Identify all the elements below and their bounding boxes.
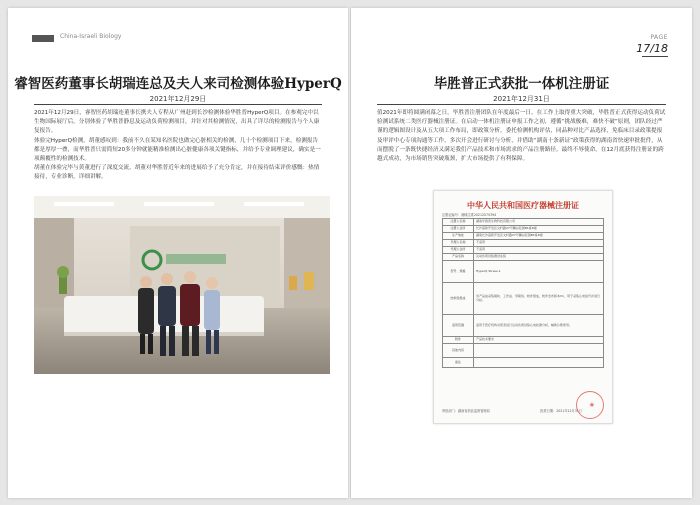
right-page xyxy=(351,8,692,498)
certificate-title: 中华人民共和国医疗器械注册证 xyxy=(467,200,579,210)
certificate-issuer: 审批部门：湖南省药品监督管理局 xyxy=(442,409,490,413)
certificate-row-label: 结构及组成 xyxy=(443,283,474,315)
certificate-row-value: 不适用 xyxy=(474,247,604,254)
registration-certificate xyxy=(433,190,613,424)
certificate-row-value: 长沙高新开发区文轩路27号麓谷钰园B1栋8楼 xyxy=(474,226,604,233)
page-number-underline xyxy=(642,56,668,57)
title-divider xyxy=(377,104,666,105)
certificate-row xyxy=(443,315,604,337)
certificate-row xyxy=(443,219,604,226)
title-divider xyxy=(34,104,322,105)
certificate-row xyxy=(443,226,604,233)
certificate-row-label: 备注 xyxy=(443,358,474,368)
certificate-row xyxy=(443,247,604,254)
certificate-row-label: 代理人名称 xyxy=(443,240,474,247)
certificate-row xyxy=(443,337,604,344)
paragraph: 胡董在体验完毕与黄董进行了深度交流，胡董对华胜普近年来的进展给予了充分肯定，并在接待结束评价感慨：热情接待，专业诊断，详细讲解。 xyxy=(34,165,320,181)
certificate-row-value: 适用于医疗机构对患者进行运动负荷试验心电检测分析，辅助诊断使用。 xyxy=(474,315,604,337)
header-bar xyxy=(32,35,54,42)
certificate-row-label: 适用范围 xyxy=(443,315,474,337)
certificate-row-label: 注册人名称 xyxy=(443,219,474,226)
certificate-row xyxy=(443,240,604,247)
group-photo xyxy=(34,196,330,374)
certificate-row-label: 代理人住所 xyxy=(443,247,474,254)
article-body xyxy=(377,109,666,164)
page-label: PAGE xyxy=(650,34,668,41)
certificate-row xyxy=(443,283,604,315)
certificate-date: 批准日期：2021年12月31日 xyxy=(540,409,582,413)
left-page xyxy=(8,8,348,498)
paragraph: 值2021年即将圆满闭幕之日，毕胜普注册团队在年度最后一日，在工作上取得重大突破，毕胜普正式获得运动负荷试验测试系统二类医疗器械注册证。在启动一体机注册证申报工作之初，遵循“挑战极难，难快不破”原则，团队经过严谨的逻辑图设计及从五大项工作布局，即政策分析，委托检测机构评估，同品种对比产品选择，免临床目录政策提报及审评中心专项沟通等工作，多次开会进行研讨与分析，并借助“湖南十条新证”政策获得的湖南省快速审批批件，从而摆脱了一条既快捷经济又满足我们产品技术和市场需求的产品注册路径。最终不辱使命，在12月底获得注册证的跨越式成功，为市场销售突破瓶颈，扩大市场提供了有利保障。 xyxy=(377,110,666,163)
certificate-table xyxy=(442,218,604,368)
certificate-row-value xyxy=(474,358,604,368)
certificate-row xyxy=(443,344,604,358)
certificate-row-value: 湖南毕胜普生物科技有限公司 xyxy=(474,219,604,226)
certificate-row-label: 型号、规格 xyxy=(443,261,474,283)
page-number: 17/18 xyxy=(636,42,668,55)
certificate-row xyxy=(443,358,604,368)
article-date: 2021年12月31日 xyxy=(493,95,550,103)
paragraph: 体验完HyperQ检测，胡董感叹到：我前不久在某知名医院也做完心脏相关的检测，几十个检测项目下来，检测报告都是厚厚一叠，而华胜普只需简短20多分钟就能精准检测出心脏健康各项关键指标，并给予专业调理建议，确实是一项颠覆性的检测技术。 xyxy=(34,137,321,163)
certificate-row-value: 湖南长沙高新开发区文轩路27号麓谷钰园B1栋8楼 xyxy=(474,233,604,240)
certificate-row-label: 产品名称 xyxy=(443,254,474,261)
certificate-row-value: 产品技术要求 xyxy=(474,337,604,344)
certificate-row-label: 其他内容 xyxy=(443,344,474,358)
certificate-row xyxy=(443,254,604,261)
certificate-row-value: 运动负荷试验测试系统 xyxy=(474,254,604,261)
paragraph: 2021年12月29日，睿智医药胡瑞连董事长携夫人专程从广州赶到长沙检测体验华胜普HyperQ项目。在参观完中以生物国际展厅后，分别体验了华胜普静息及运动负荷检测项目，并针对其检测情况，出具了详尽的检测报告与个人康复报告。 xyxy=(34,110,320,135)
certificate-row xyxy=(443,233,604,240)
certificate-row xyxy=(443,261,604,283)
certificate-row-value xyxy=(474,344,604,358)
certificate-row-value: HyperQ Stress-1 xyxy=(474,261,604,283)
article-title: 毕胜普正式获批一体机注册证 xyxy=(433,76,610,92)
certificate-number: 注册证编号：湘械注准20212070394 xyxy=(442,213,497,217)
header-text: China-Israeli Biology xyxy=(60,33,122,40)
certificate-row-label: 生产地址 xyxy=(443,233,474,240)
seal-star-icon: ★ xyxy=(588,401,595,409)
certificate-row-value: 该产品由采集模块、工作站、导联线、软件组成，软件发布版本V1，用于采集心电信号并进行分析。 xyxy=(474,283,604,315)
article-title: 睿智医药董事长胡瑞连总及夫人来司检测体验HyperQ xyxy=(14,76,342,92)
certificate-row-label: 附件 xyxy=(443,337,474,344)
article-date: 2021年12月29日 xyxy=(149,95,207,103)
certificate-row-label: 注册人住所 xyxy=(443,226,474,233)
certificate-row-value: 不适用 xyxy=(474,240,604,247)
article-body xyxy=(34,109,322,183)
